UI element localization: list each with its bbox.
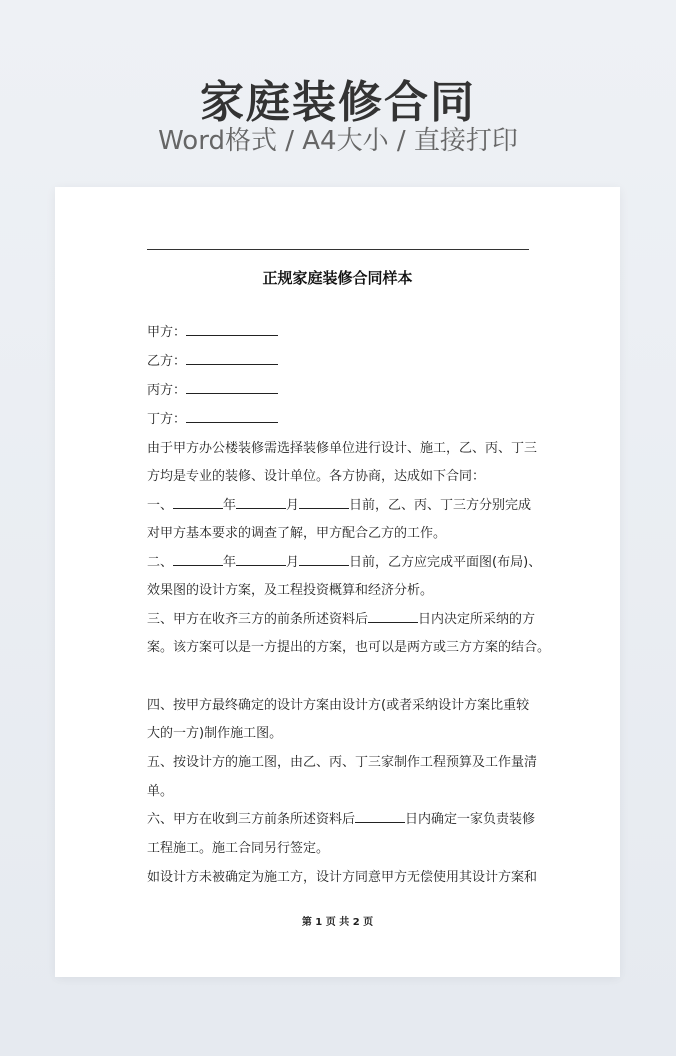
body-line: 由于甲方办公楼装修需选择装修单位进行设计、施工，乙、丙、丁三 — [147, 441, 538, 456]
body-line — [147, 497, 531, 515]
body-line — [147, 611, 535, 629]
body-line: 单。 — [147, 784, 174, 799]
body-line: 四、按甲方最终确定的设计方案由设计方(或者采纳设计方案比重较 — [147, 698, 530, 713]
blank-field — [186, 382, 278, 394]
party-b-line — [147, 353, 278, 371]
text: 年 — [223, 555, 237, 570]
body-line: 大的一方)制作施工图。 — [147, 726, 283, 741]
party-label: 甲方： — [147, 325, 187, 340]
text: 六、甲方在收到三方前条所述资料后 — [147, 812, 356, 827]
body-line: 案。该方案可以是一方提出的方案，也可以是两方或三方方案的结合。 — [147, 640, 551, 655]
body-line: 效果图的设计方案，及工程投资概算和经济分析。 — [147, 583, 434, 598]
party-d-line — [147, 411, 278, 429]
blank-field — [173, 497, 223, 509]
party-c-line — [147, 382, 278, 400]
text: 日内决定所采纳的方 — [418, 612, 536, 627]
hero-subtitle: Word格式 / A4大小 / 直接打印 — [158, 126, 518, 156]
body-line — [147, 554, 541, 572]
text: 一、 — [147, 498, 174, 513]
blank-field — [368, 611, 418, 623]
hero-title: 家庭装修合同 — [200, 77, 476, 128]
body-line — [147, 811, 535, 829]
blank-field — [186, 411, 278, 423]
text: 日前，乙、丙、丁三方分别完成 — [349, 498, 532, 513]
text: 日内确定一家负责装修 — [405, 812, 536, 827]
body-line: 五、按设计方的施工图，由乙、丙、丁三家制作工程预算及工作量清 — [147, 755, 538, 770]
party-label: 丁方： — [147, 412, 187, 427]
blank-field — [173, 554, 223, 566]
body-line: 对甲方基本要求的调查了解，甲方配合乙方的工作。 — [147, 526, 447, 541]
blank-field — [355, 811, 405, 823]
text: 日前，乙方应完成平面图(布局)、 — [349, 555, 542, 570]
party-label: 乙方： — [147, 354, 187, 369]
text: 三、甲方在收齐三方的前条所述资料后 — [147, 612, 369, 627]
text: 年 — [223, 498, 237, 513]
blank-field — [186, 353, 278, 365]
party-a-line — [147, 324, 278, 342]
document-page — [55, 187, 620, 977]
blank-field — [299, 554, 349, 566]
text: 月 — [286, 498, 300, 513]
body-line: 如设计方未被确定为施工方，设计方同意甲方无偿使用其设计方案和 — [147, 870, 538, 885]
text: 二、 — [147, 555, 174, 570]
blank-field — [236, 554, 286, 566]
header-rule — [147, 249, 529, 250]
document-title: 正规家庭装修合同样本 — [262, 269, 413, 287]
page-number: 第 1 页 共 2 页 — [301, 917, 374, 928]
blank-field — [186, 324, 278, 336]
blank-field — [299, 497, 349, 509]
body-line: 方均是专业的装修、设计单位。各方协商，达成如下合同： — [147, 469, 486, 484]
text: 月 — [286, 555, 300, 570]
party-label: 丙方： — [147, 383, 187, 398]
blank-field — [236, 497, 286, 509]
body-line: 工程施工。施工合同另行签定。 — [147, 841, 330, 856]
